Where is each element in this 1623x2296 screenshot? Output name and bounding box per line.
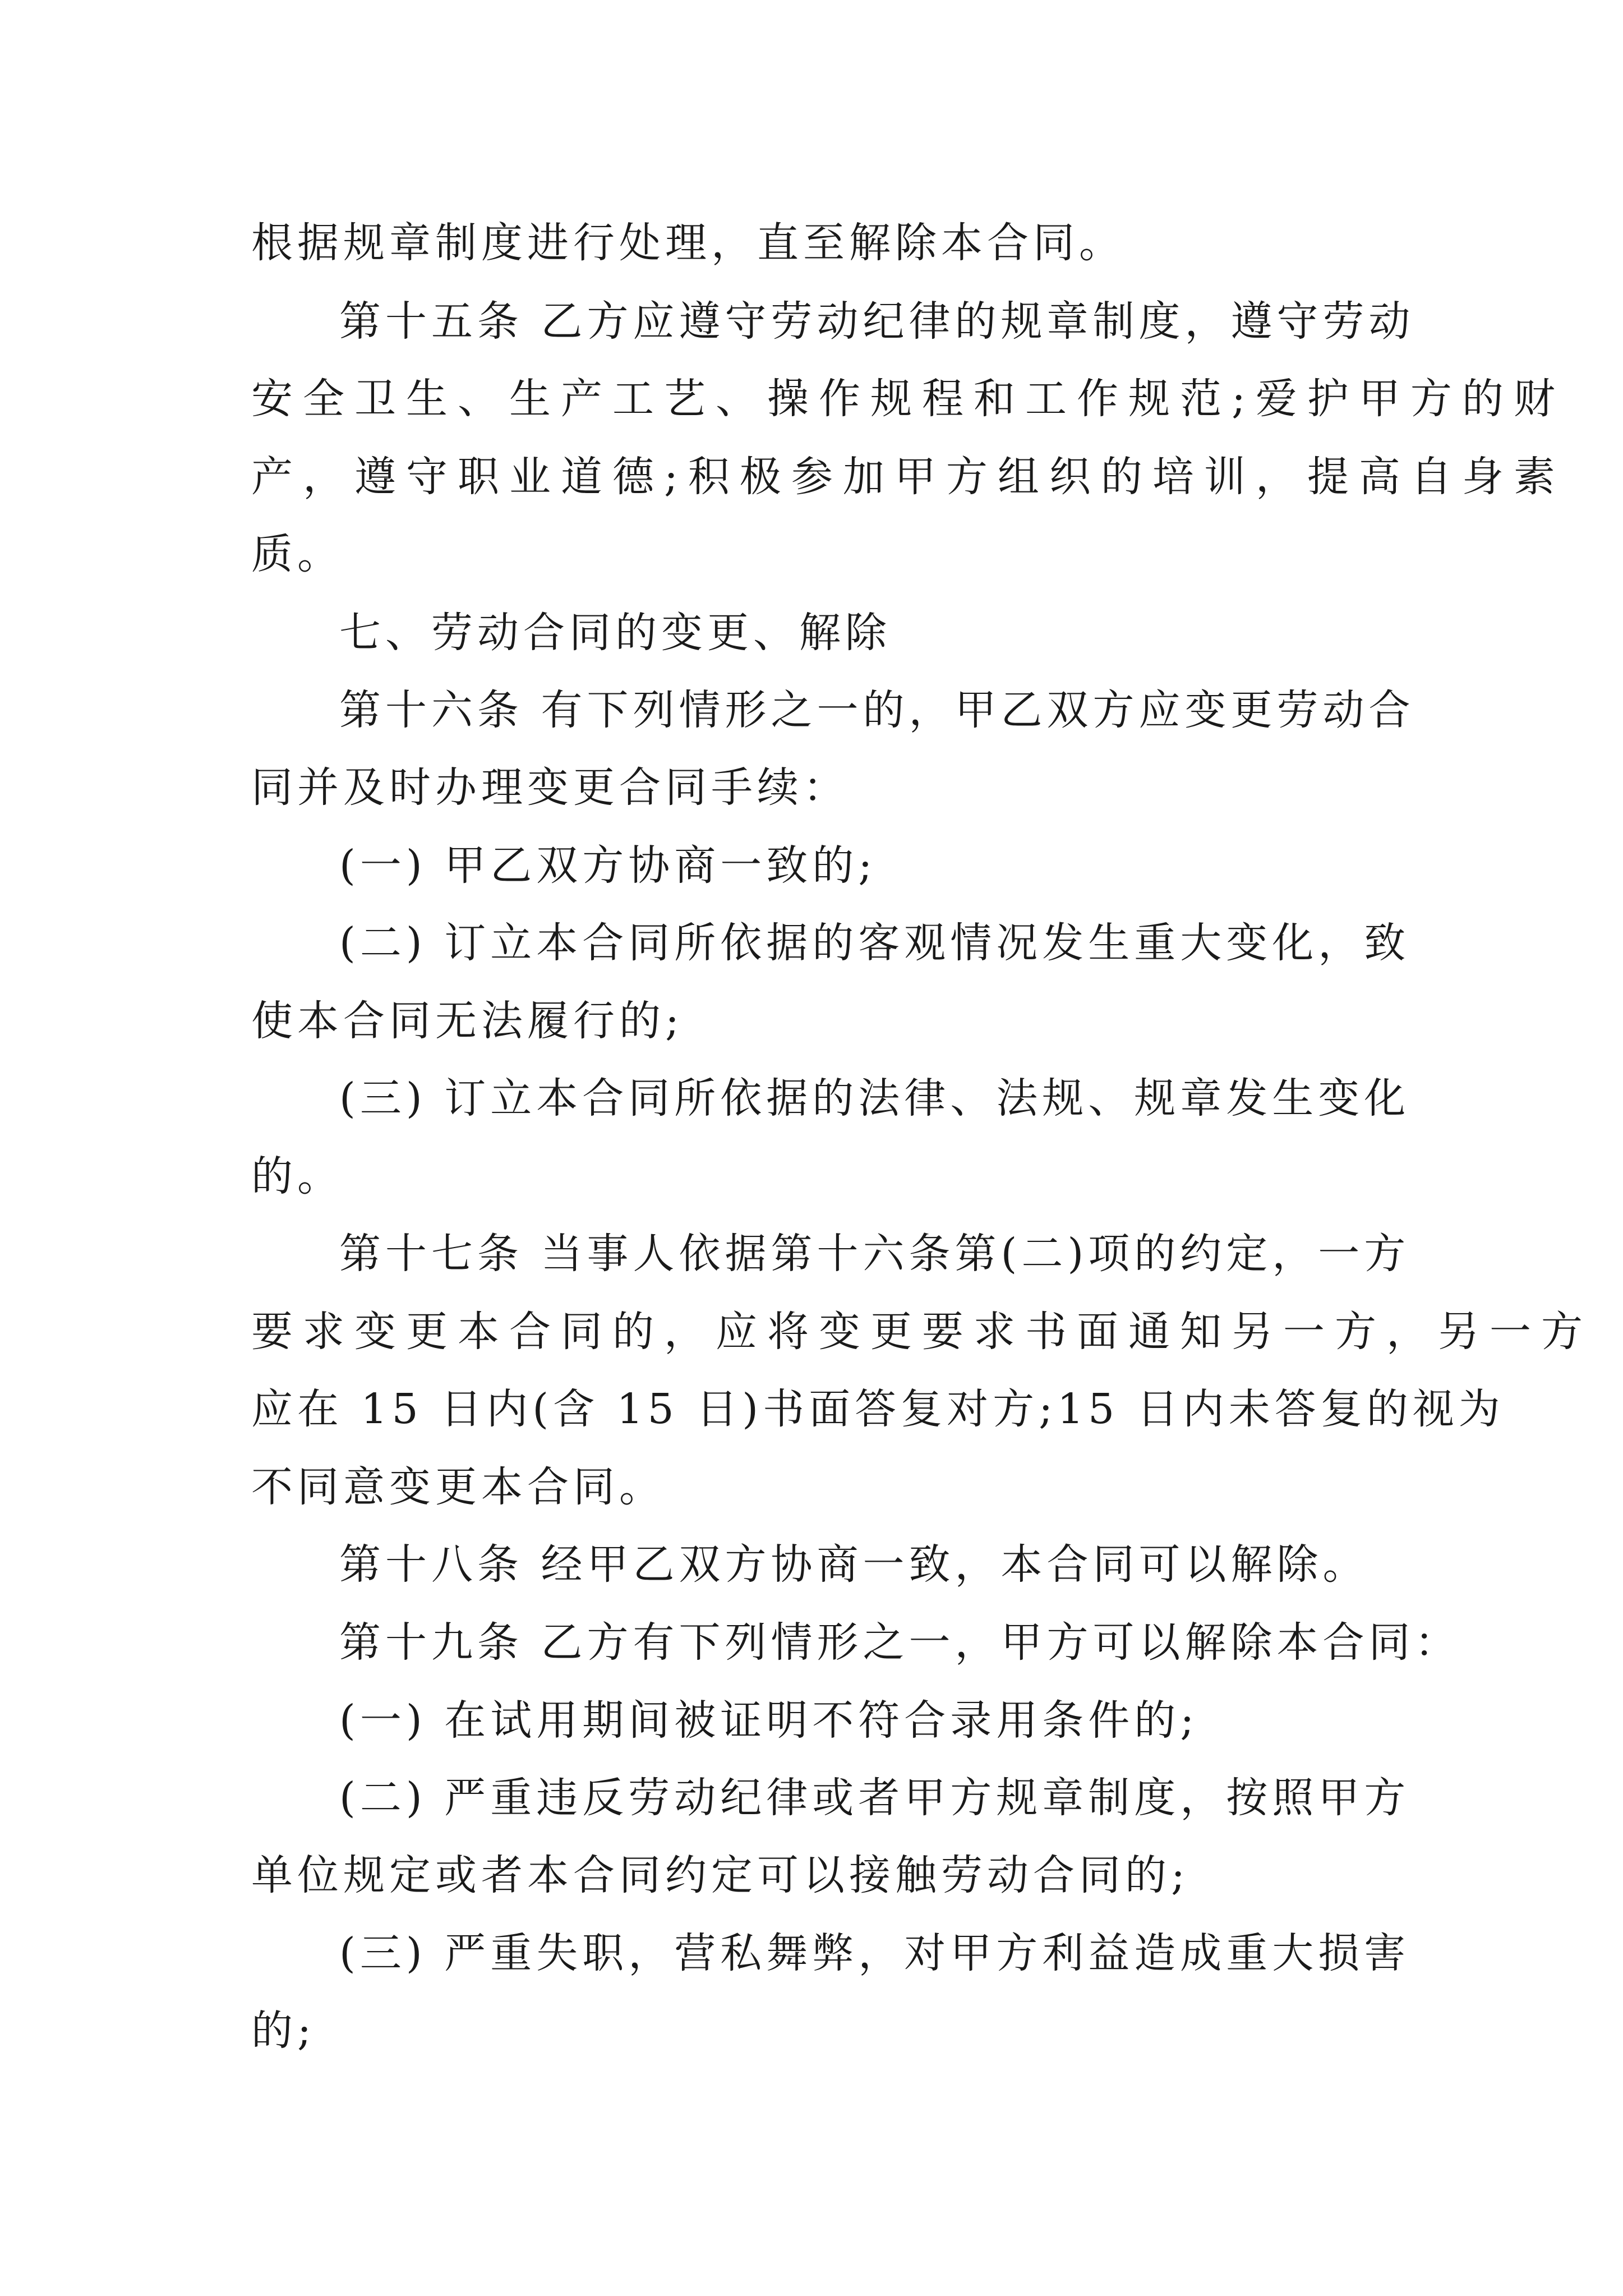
list-item-line: (一) 在试用期间被证明不符合录用条件的; <box>339 1696 1199 1745</box>
article-18-line: 第十八条 经甲乙双方协商一致，本合同可以解除。 <box>339 1540 1369 1589</box>
paragraph-line: 质。 <box>251 530 343 578</box>
paragraph-line: 同并及时办理变更合同手续： <box>251 763 849 812</box>
paragraph-line: 的。 <box>251 1152 343 1200</box>
paragraph-line: 根据规章制度进行处理，直至解除本合同。 <box>251 219 1125 267</box>
paragraph-line: 安全卫生、生产工艺、操作规程和工作规范;爱护甲方的财 <box>251 375 1565 423</box>
paragraph-line: 不同意变更本合同。 <box>251 1463 665 1511</box>
paragraph-line: 要求变更本合同的，应将变更要求书面通知另一方，另一方 <box>251 1308 1593 1356</box>
list-item-line: (三) 订立本合同所依据的法律、法规、规章发生变化 <box>339 1074 1410 1122</box>
article-19-heading-line: 第十九条 乙方有下列情形之一，甲方可以解除本合同： <box>339 1618 1461 1667</box>
paragraph-line: 使本合同无法履行的; <box>251 997 684 1045</box>
paragraph-line: 应在 15 日内(含 15 日)书面答复对方;15 日内未答复的视为 <box>251 1385 1505 1433</box>
list-item-line: (一) 甲乙双方协商一致的; <box>339 841 877 890</box>
article-15-heading-line: 第十五条 乙方应遵守劳动纪律的规章制度，遵守劳动 <box>339 297 1415 346</box>
paragraph-line: 的; <box>251 2007 316 2055</box>
list-item-line: (二) 订立本合同所依据的客观情况发生重大变化，致 <box>339 919 1410 967</box>
list-item-line: (三) 严重失职，营私舞弊，对甲方利益造成重大损害 <box>339 1929 1410 1977</box>
article-16-heading-line: 第十六条 有下列情形之一的，甲乙双方应变更劳动合 <box>339 686 1415 734</box>
paragraph-line: 产，遵守职业道德;积极参加甲方组织的培训，提高自身素 <box>251 453 1565 501</box>
paragraph-line: 单位规定或者本合同约定可以接触劳动合同的; <box>251 1851 1189 1899</box>
section-7-heading: 七、劳动合同的变更、解除 <box>339 609 891 657</box>
article-17-heading-line: 第十七条 当事人依据第十六条第(二)项的约定，一方 <box>339 1230 1410 1278</box>
list-item-line: (二) 严重违反劳动纪律或者甲方规章制度，按照甲方 <box>339 1774 1410 1822</box>
